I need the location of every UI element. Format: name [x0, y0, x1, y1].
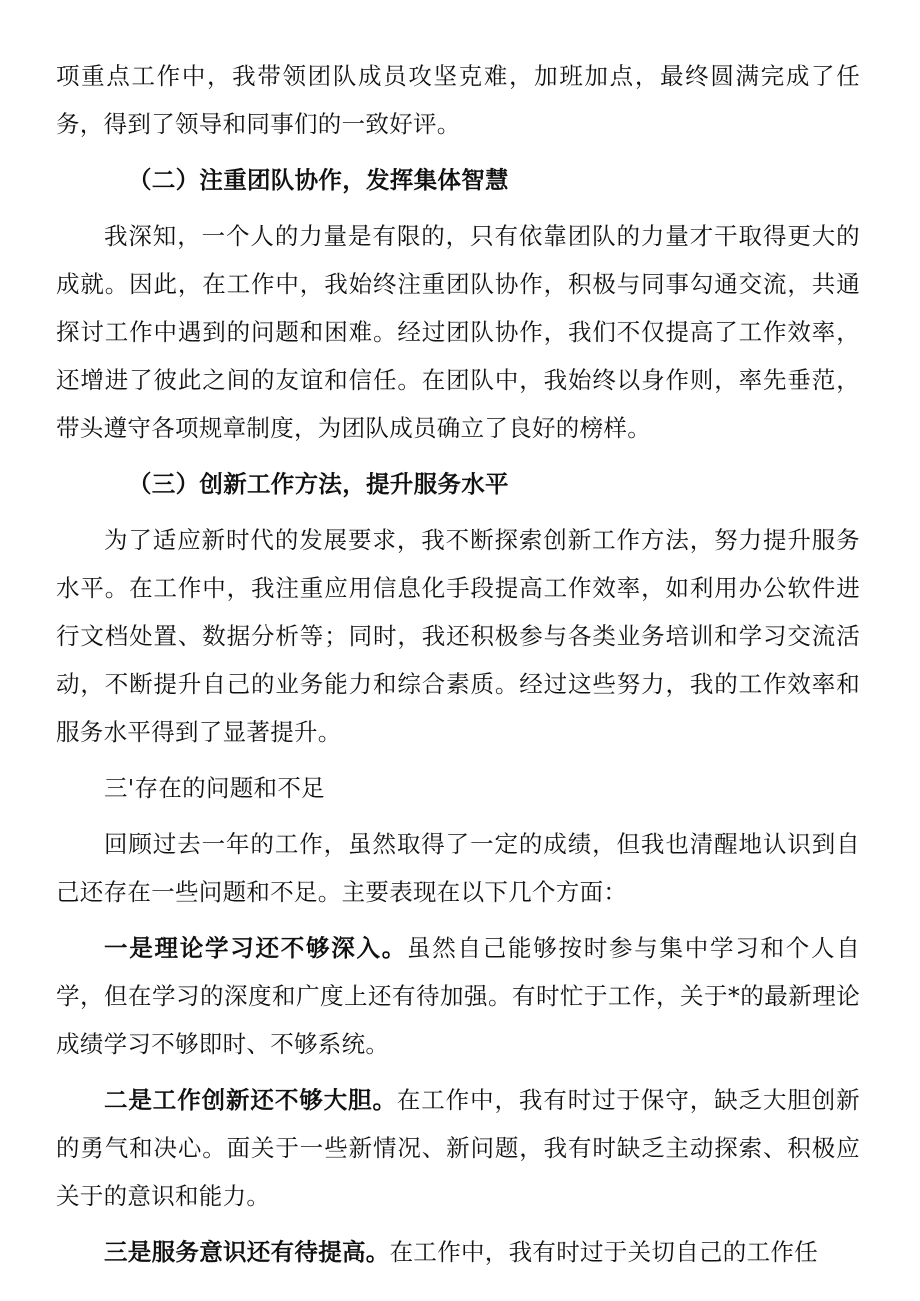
item-lead-text: 二是工作创新还不够大胆。 — [104, 1086, 397, 1114]
spacer — [56, 1220, 860, 1228]
subheading-innovation: （三）创新工作方法，提升服务水平 — [128, 470, 509, 498]
paragraph-continuation: 项重点工作中，我带领团队成员攻坚克难，加班加点，最终圆满完成了任务，得到了领导和同事们的一致好评。 — [56, 62, 860, 138]
spacer — [56, 1068, 860, 1076]
spacer — [56, 204, 860, 212]
item-lead-text: 三是服务意识还有待提高。 — [104, 1238, 390, 1266]
paragraph-team-collaboration: 我深知，一个人的力量是有限的，只有依靠团队的力量才干取得更大的成就。因此，在工作中，我始终注重团队协作，积极与同事勾通交流，共通探讨工作中遇到的问题和困难。经过团队协作，我们不仅提高了工作效率，还增进了彼此之间的友谊和信任。在团队中，我始终以身作则，率先垂范，带头遵守各项规章制度，为团队成员确立了良好的榜样。 — [56, 222, 860, 442]
item-body-text: 在工作中，我有时过于关切自己的工作任 — [389, 1238, 819, 1266]
spacer — [56, 508, 860, 516]
item-body-text: 在工作中，我有时过于保守，缺乏大胆创新的勇气和决心。面关于一些新情况、新问题，我有时缺乏主动探索、积极应关于的意识和能力。 — [56, 1086, 860, 1210]
paragraph-review: 回顾过去一年的工作，虽然取得了一定的成绩，但我也清醒地认识到自己还存在一些问题和不足。主要表现在以下几个方面： — [56, 830, 860, 906]
item-body-text: 虽然自己能够按时参与集中学习和个人自学，但在学习的深度和广度上还有待加强。有时忙于工作，关于*的最新理论成绩学习不够即时、不够系统。 — [56, 934, 860, 1058]
item-lead-text: 一是理论学习还不够深入。 — [104, 934, 407, 962]
section-heading-problems: 三'存在的问题和不足 — [104, 774, 325, 802]
spacer — [56, 756, 860, 764]
spacer — [56, 812, 860, 820]
subheading-team-collaboration: （二）注重团队协作，发挥集体智慧 — [128, 166, 509, 194]
spacer — [56, 452, 860, 460]
paragraph-innovation: 为了适应新时代的发展要求，我不断探索创新工作方法，努力提升服务水平。在工作中，我注重应用信息化手段提高工作效率，如利用办公软件进行文档处置、数据分析等；同时，我还积极参与各类业务培训和学习交流活动，不断提升自己的业务能力和综合素质。经过这些努力，我的工作效率和服务水平得到了显著提升。 — [56, 526, 860, 746]
list-item-theory-study — [56, 924, 860, 1068]
list-item-service-awareness — [56, 1228, 860, 1276]
spacer — [56, 148, 860, 156]
document-body — [56, 52, 860, 1276]
spacer — [56, 916, 860, 924]
list-item-work-innovation — [56, 1076, 860, 1220]
